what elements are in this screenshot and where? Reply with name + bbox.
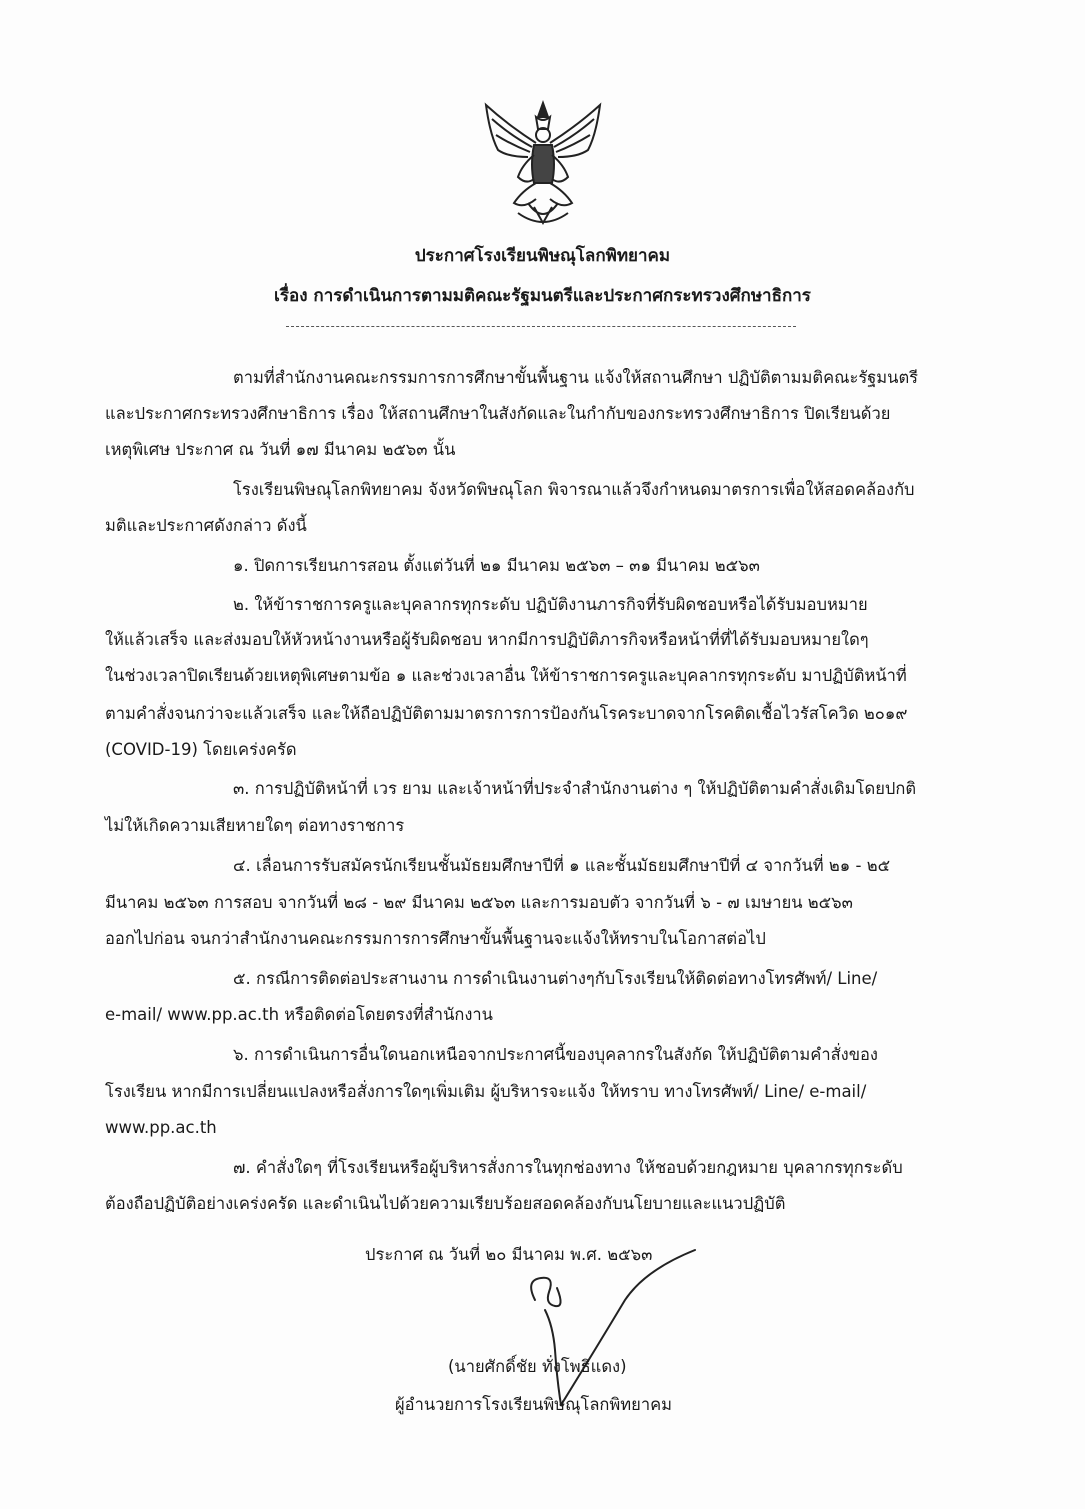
announcement-date: ประกาศ ณ วันที่ ๒๐ มีนาคม พ.ศ. ๒๕๖๓ — [365, 1245, 653, 1264]
item-5: ๕. กรณีการติดต่อประสานงาน การดำเนินงานต่างๆกับโรงเรียนให้ติดต่อทางโทรศัพท์/ Line/ — [233, 969, 878, 988]
item-6: ๖. การดำเนินการอื่นใดนอกเหนือจากประกาศนี้ของบุคลากรในสังกัด ให้ปฏิบัติตามคำสั่งของ — [233, 1045, 878, 1064]
body-line: ตามที่สำนักงานคณะกรรมการการศึกษาขั้นพื้นฐาน แจ้งให้สถานศึกษา ปฏิบัติตามมติคณะรัฐมนตรี — [233, 368, 919, 387]
signer-position: ผู้อำนวยการโรงเรียนพิษณุโลกพิทยาคม — [395, 1395, 673, 1414]
announcement-subject: เรื่อง การดำเนินการตามมติคณะรัฐมนตรีและประกาศกระทรวงศึกษาธิการ — [274, 286, 811, 306]
body-line: ต้องถือปฏิบัติอย่างเคร่งครัด และดำเนินไปด้วยความเรียบร้อยสอดคล้องกับนโยบายและแนวปฏิบัติ — [105, 1194, 786, 1213]
item-2: ๒. ให้ข้าราชการครูและบุคลากรทุกระดับ ปฏิบัติงานภารกิจที่รับผิดชอบหรือได้รับมอบหมาย — [233, 595, 868, 614]
body-line: ไม่ให้เกิดความเสียหายใดๆ ต่อทางราชการ — [105, 816, 405, 835]
signer-name: (นายศักดิ์ชัย ทั่งโพธิแดง) — [448, 1357, 627, 1376]
body-line: มติและประกาศดังกล่าว ดังนี้ — [105, 516, 307, 535]
body-line: ตามคำสั่งจนกว่าจะแล้วเสร็จ และให้ถือปฏิบัติตามมาตรการการป้องกันโรคระบาดจากโรคติดเชื้อไวรัสโควิด ๒๐๑๙ — [105, 704, 908, 723]
body-line: ให้แล้วเสร็จ และส่งมอบให้หัวหน้างานหรือผู้รับผิดชอบ หากมีการปฏิบัติภารกิจหรือหน้าที่ที่ได้รับมอบหมายใดๆ — [105, 630, 869, 649]
item-3: ๓. การปฏิบัติหน้าที่ เวร ยาม และเจ้าหน้าที่ประจำสำนักงานต่าง ๆ ให้ปฏิบัติตามคำสั่งเดิมโดยปกติ — [233, 779, 917, 798]
body-line: www.pp.ac.th — [105, 1118, 217, 1137]
body-line: ออกไปก่อน จนกว่าสำนักงานคณะกรรมการการศึกษาขั้นพื้นฐานจะแจ้งให้ทราบในโอกาสต่อไป — [105, 929, 766, 948]
header-divider — [286, 326, 796, 327]
announcement-title: ประกาศโรงเรียนพิษณุโลกพิทยาคม — [414, 246, 671, 266]
body-line: e-mail/ www.pp.ac.th หรือติดต่อโดยตรงที่สำนักงาน — [105, 1005, 493, 1024]
body-line: โรงเรียน หากมีการเปลี่ยนแปลงหรือสั่งการใดๆเพิ่มเติม ผู้บริหารจะแจ้ง ให้ทราบ ทางโทรศัพท์/ Line/ e-mail/ — [105, 1082, 867, 1101]
item-7: ๗. คำสั่งใดๆ ที่โรงเรียนหรือผู้บริหารสั่งการในทุกช่องทาง ให้ชอบด้วยกฎหมาย บุคลากรทุกระดับ — [233, 1158, 903, 1177]
item-1: ๑. ปิดการเรียนการสอน ตั้งแต่วันที่ ๒๑ มีนาคม ๒๕๖๓ – ๓๑ มีนาคม ๒๕๖๓ — [233, 556, 760, 575]
item-4: ๔. เลื่อนการรับสมัครนักเรียนชั้นมัธยมศึกษาปีที่ ๑ และชั้นมัธยมศึกษาปีที่ ๔ จากวันที่ ๒๑ - ๒๕ — [233, 856, 891, 875]
body-line: เหตุพิเศษ ประกาศ ณ วันที่ ๑๗ มีนาคม ๒๕๖๓ นั้น — [105, 440, 456, 459]
body-line: มีนาคม ๒๕๖๓ การสอบ จากวันที่ ๒๘ - ๒๙ มีนาคม ๒๕๖๓ และการมอบตัว จากวันที่ ๖ - ๗ เมษายน ๒๕๖๓ — [105, 893, 853, 912]
body-line: และประกาศกระทรวงศึกษาธิการ เรื่อง ให้สถานศึกษาในสังกัดและในกำกับของกระทรวงศึกษาธิการ ปิดเรียนด้วย — [105, 404, 891, 423]
body-line: (COVID-19) โดยเคร่งครัด — [105, 740, 297, 759]
body-line: ในช่วงเวลาปิดเรียนด้วยเหตุพิเศษตามข้อ ๑ และช่วงเวลาอื่น ให้ข้าราชการครูและบุคลากรทุกระดับ มาปฏิบัติหน้าที่ — [105, 666, 907, 685]
body-line: โรงเรียนพิษณุโลกพิทยาคม จังหวัดพิษณุโลก พิจารณาแล้วจึงกำหนดมาตรการเพื่อให้สอดคล้องกับ — [233, 480, 915, 499]
garuda-emblem-icon — [478, 95, 608, 233]
